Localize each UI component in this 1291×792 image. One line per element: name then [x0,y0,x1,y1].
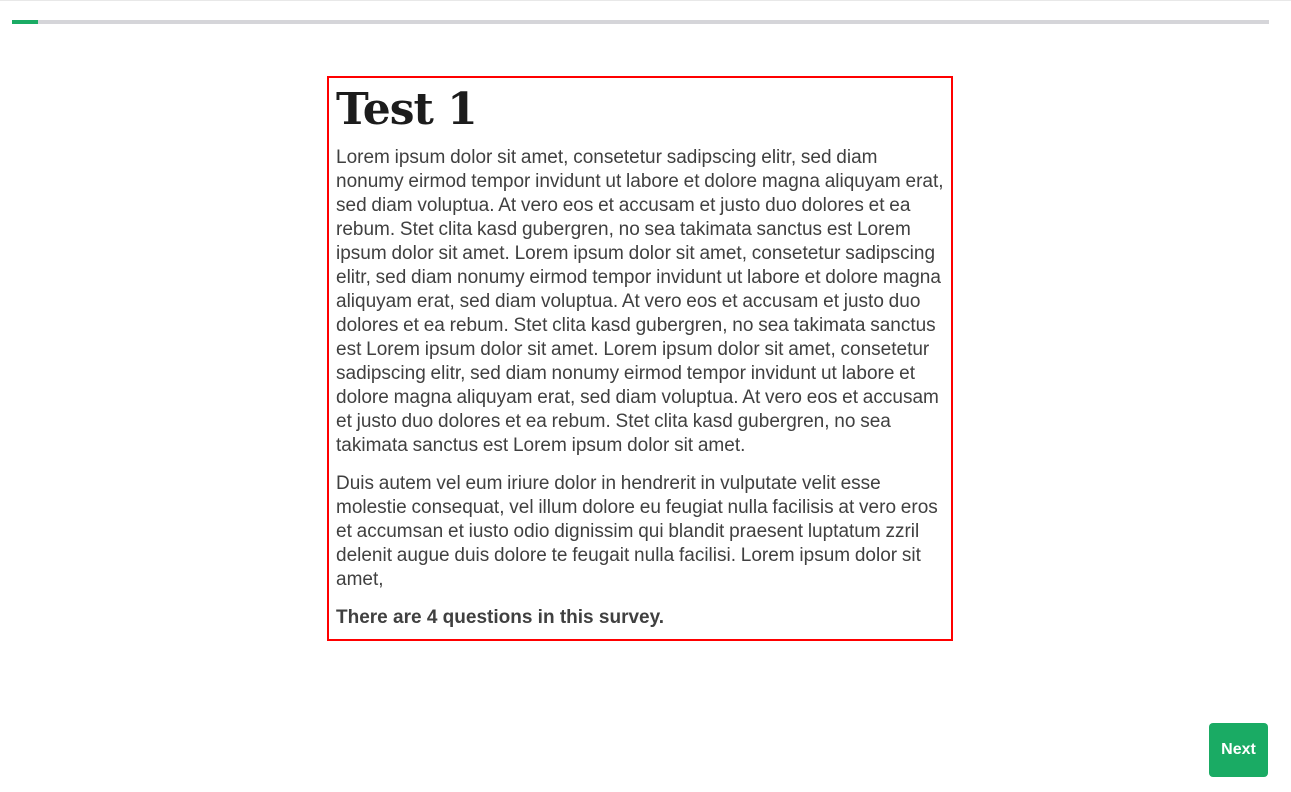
next-button[interactable]: Next [1209,723,1268,777]
question-count-text: There are 4 questions in this survey. [336,607,665,629]
survey-title: Test 1 [336,84,477,135]
top-divider [0,0,1291,1]
welcome-paragraph-2: Duis autem vel eum iriure dolor in hendrerit in vulputate velit esse molestie consequat, vel illum dolore eu feugiat nulla facilisis at vero eros et accumsan et iusto odio dignissim qui blandit praesent luptatum zzril delenit augue duis dolore te feugait nulla facilisi. Lorem ipsum dolor sit amet, [336,473,938,591]
progress-bar [12,20,1269,24]
welcome-text [336,146,945,592]
welcome-group-box [327,76,953,641]
welcome-paragraph-1: Lorem ipsum dolor sit amet, consetetur sadipscing elitr, sed diam nonumy eirmod tempor invidunt ut labore et dolore magna aliquyam erat, sed diam voluptua. At vero eos et accusam et justo duo dolores et ea rebum. Stet clita kasd gubergren, no sea takimata sanctus est Lorem ipsum dolor sit amet. Lorem ipsum dolor sit amet, consetetur sadipscing elitr, sed diam nonumy eirmod tempor invidunt ut labore et dolore magna aliquyam erat, sed diam voluptua. At vero eos et accusam et justo duo dolores et ea rebum. Stet clita kasd gubergren, no sea takimata sanctus est Lorem ipsum dolor sit amet. Lorem ipsum dolor sit amet, consetetur sadipscing elitr, sed diam nonumy eirmod tempor invidunt ut labore et dolore magna aliquyam erat, sed diam voluptua. At vero eos et accusam et justo duo dolores et ea rebum. Stet clita kasd gubergren, no sea takimata sanctus est Lorem ipsum dolor sit amet. [336,147,944,457]
progress-fill [12,20,38,24]
